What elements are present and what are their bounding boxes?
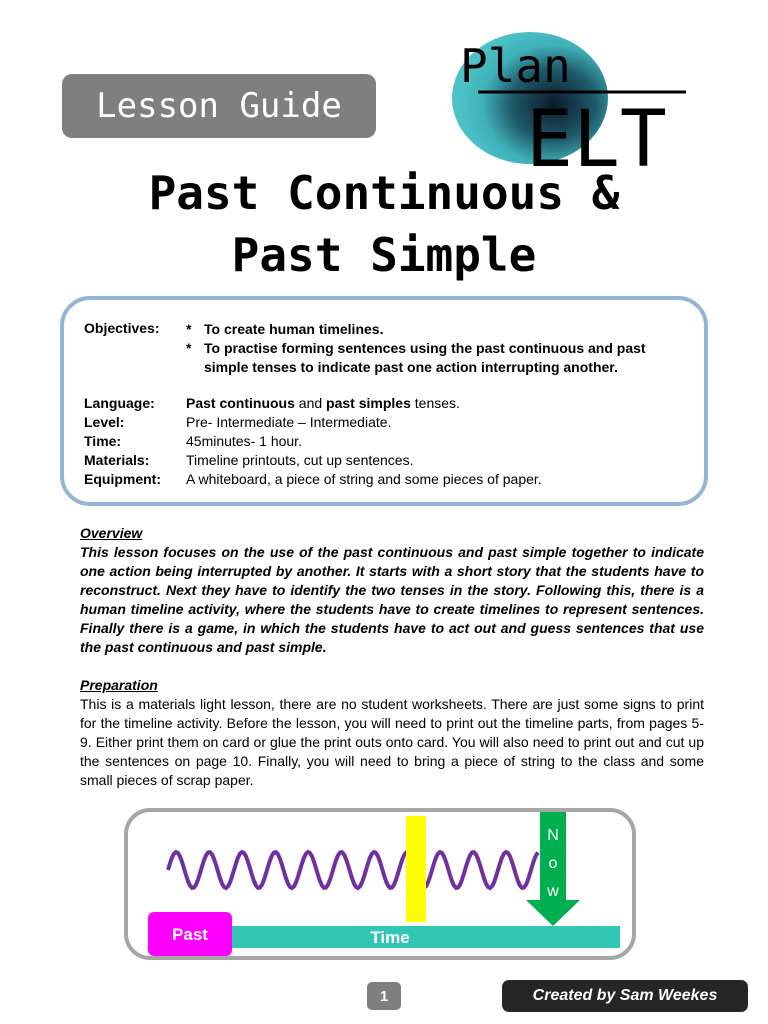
equipment-row: Equipment: A whiteboard, a piece of string and some pieces of paper. xyxy=(84,471,542,487)
lesson-info-box xyxy=(60,296,708,506)
language-row: Language: Past continuous and past simples tenses. xyxy=(84,395,460,411)
preparation-text: This is a materials light lesson, there are no student worksheets. There are just some signs to print for the timeline activity. Before the lesson, you will need to print out the timeline parts, from pages 5-9. Either print them on card or glue the print outs onto card. You will also need to print out and cut up the sentences on page 10. Finally, you will need to bring a piece of string to the class and some small pieces of scrap paper. xyxy=(80,696,704,788)
lesson-guide-badge: Lesson Guide xyxy=(62,74,376,138)
interrupt-bar xyxy=(406,816,426,922)
preparation-section xyxy=(80,676,704,790)
level-row: Level: Pre- Intermediate – Intermediate. xyxy=(84,414,392,430)
logo-top-text: Plan xyxy=(460,39,571,93)
objective-item: * To create human timelines. xyxy=(186,321,384,337)
preparation-heading: Preparation xyxy=(80,677,158,693)
logo-bottom-text: ELT xyxy=(526,95,667,180)
now-letter: w xyxy=(547,883,559,900)
author-credit: Created by Sam Weekes xyxy=(502,980,748,1012)
overview-heading: Overview xyxy=(80,525,143,541)
time-label: Time xyxy=(370,928,410,947)
materials-row: Materials: Timeline printouts, cut up sentences. xyxy=(84,452,414,468)
title-line-2: Past Simple xyxy=(231,228,537,282)
time-row: Time: 45minutes- 1 hour. xyxy=(84,433,302,449)
continuous-action-wave xyxy=(168,852,538,888)
title-line-1: Past Continuous & xyxy=(148,166,620,220)
plan-elt-logo xyxy=(440,30,710,180)
timeline-diagram xyxy=(124,808,636,960)
overview-section xyxy=(80,524,704,657)
page-number: 1 xyxy=(367,982,401,1010)
now-letter: N xyxy=(547,827,559,844)
time-bar xyxy=(232,926,620,948)
objectives-label: Objectives: xyxy=(84,320,160,336)
page-title xyxy=(0,162,768,286)
overview-text: This lesson focuses on the use of the past continuous and past simple together to indicate one action being interrupted by another. It starts with a short story that the students have to reconstruct. Next they have to identify the two tenses in the story. Following this, there is a human timeline activity, where the students have to create timelines to represent sentences. Finally there is a game, in which the students have to act out and guess sentences that use the past continuous and past simple. xyxy=(80,544,704,655)
past-label: Past xyxy=(172,925,208,944)
objectives-list xyxy=(186,320,686,377)
objective-item: * To practise forming sentences using the past continuous and past simple tenses to indicate past one action interrupting another. xyxy=(186,340,646,375)
now-letter: o xyxy=(548,855,558,872)
